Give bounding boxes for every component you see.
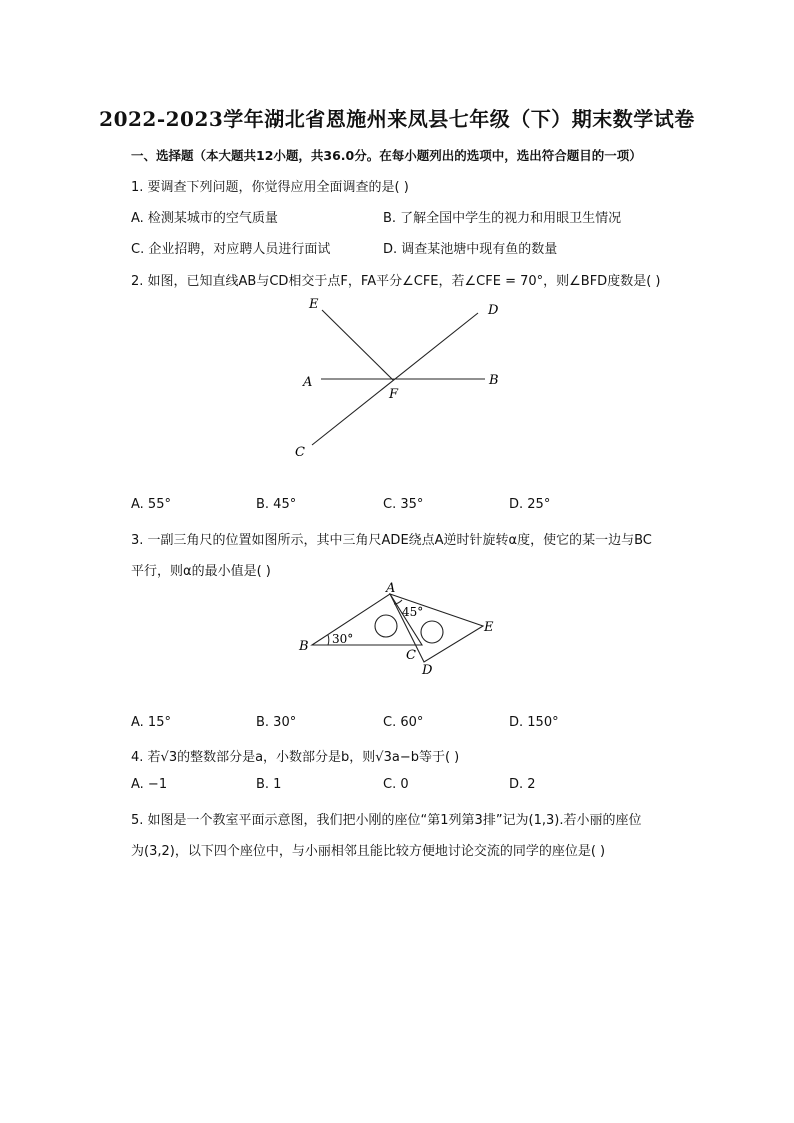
triangle-ruler-hole (421, 621, 443, 643)
question-2-option-c: C. 35° (383, 497, 424, 512)
question-4-option-d: D. 2 (509, 777, 536, 792)
question-2-text: 2. 如图，已知直线AB与CD相交于点F，FA平分∠CFE，若∠CFE = 70°，则∠BFD度数是( ) (131, 274, 661, 289)
page-title: 2022-2023学年湖北省恩施州来凤县七年级（下）期末数学试卷 (99, 107, 695, 131)
question-4-option-b: B. 1 (256, 777, 282, 792)
question-3-option-c: C. 60° (383, 715, 424, 730)
label-c: C (295, 445, 305, 460)
question-2-option-d: D. 25° (509, 497, 551, 512)
question-5-text-line-1: 5. 如图是一个教室平面示意图，我们把小刚的座位“第1列第3排”记为(1,3).若小丽的座位 (131, 813, 642, 828)
section-heading: 一、选择题（本大题共12小题，共36.0分。在每小题列出的选项中，选出符合题目的一项） (131, 148, 642, 163)
question-5-text-line-2: 为(3,2)，以下四个座位中，与小丽相邻且能比较方便地讨论交流的同学的座位是( ) (131, 844, 606, 859)
question-1-text: 1. 要调查下列问题，你觉得应用全面调查的是( ) (131, 180, 409, 195)
triangle-ruler-hole (375, 615, 397, 637)
question-1-option-c: C. 企业招聘，对应聘人员进行面试 (131, 242, 331, 257)
question-2-figure (285, 290, 515, 465)
line-fe (322, 310, 393, 380)
question-4-text: 4. 若√3的整数部分是a，小数部分是b，则√3a−b等于( ) (131, 750, 460, 765)
label-a: A (303, 375, 313, 390)
question-4-option-a: A. −1 (131, 777, 168, 792)
question-1-option-d: D. 调查某池塘中现有鱼的数量 (383, 242, 558, 257)
question-3-text-line-1: 3. 一副三角尺的位置如图所示，其中三角尺ADE绕点A逆时针旋转α度，使它的某一边与BC (131, 533, 652, 548)
question-3-option-a: A. 15° (131, 715, 171, 730)
question-3-text-line-2: 平行，则α的最小值是( ) (131, 564, 271, 579)
label-e: E (309, 297, 319, 312)
angle-label-45: 45° (402, 605, 424, 619)
question-3-option-b: B. 30° (256, 715, 297, 730)
label-b: B (489, 373, 499, 388)
label-d: D (422, 663, 433, 678)
question-1-option-a: A. 检测某城市的空气质量 (131, 211, 278, 226)
question-4-option-c: C. 0 (383, 777, 409, 792)
question-3-figure (290, 582, 510, 682)
question-2-option-b: B. 45° (256, 497, 297, 512)
question-2-option-a: A. 55° (131, 497, 171, 512)
label-d: D (488, 303, 499, 318)
label-a: A (386, 582, 396, 596)
question-3-option-d: D. 150° (509, 715, 559, 730)
label-b: B (299, 639, 309, 654)
angle-arc-30 (328, 635, 329, 645)
label-c: C (406, 648, 416, 663)
label-f: F (389, 387, 399, 402)
angle-label-30: 30° (332, 632, 354, 646)
question-1-option-b: B. 了解全国中学生的视力和用眼卫生情况 (383, 211, 622, 226)
label-e: E (484, 620, 494, 635)
